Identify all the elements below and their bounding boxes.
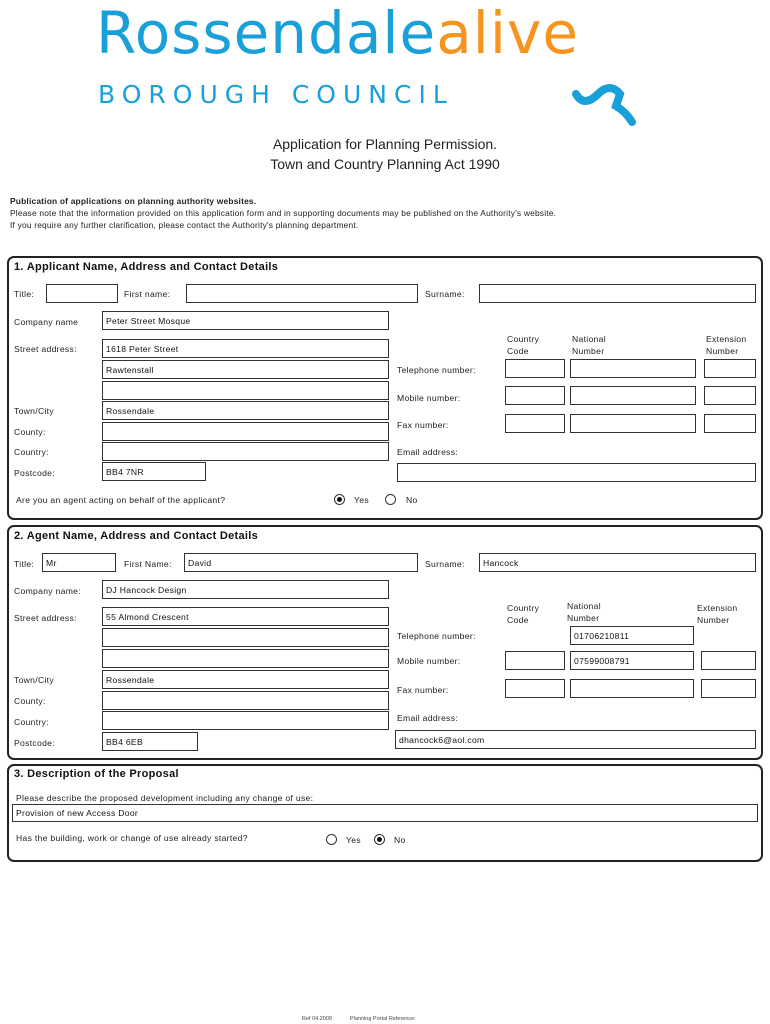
agent-title-field[interactable]: Mr bbox=[42, 553, 116, 572]
applicant-street-field-2[interactable]: Rawtenstall bbox=[102, 360, 389, 379]
applicant-fax-label: Fax number: bbox=[397, 420, 449, 430]
agent-question: Are you an agent acting on behalf of the applicant? bbox=[16, 495, 226, 505]
agent-extension-header-2: Number bbox=[697, 615, 730, 625]
agent-fax-country-code[interactable] bbox=[505, 679, 565, 698]
logo-text-rossendale: Rossendale bbox=[96, 0, 437, 67]
agent-national-header: National bbox=[567, 601, 601, 611]
section-2-title: 2. Agent Name, Address and Contact Details bbox=[14, 530, 259, 542]
agent-town-label: Town/City bbox=[14, 675, 54, 685]
council-logo bbox=[96, 0, 579, 67]
applicant-town-label: Town/City bbox=[14, 406, 54, 416]
agent-telephone-label: Telephone number: bbox=[397, 631, 476, 641]
agent-first-name-field[interactable]: David bbox=[184, 553, 418, 572]
applicant-email-label: Email address: bbox=[397, 447, 459, 457]
logo-swoosh-icon bbox=[570, 72, 640, 127]
applicant-country-field[interactable] bbox=[102, 442, 389, 461]
agent-telephone-number[interactable]: 01706210811 bbox=[570, 626, 694, 645]
applicant-country-code-header-2: Code bbox=[507, 346, 529, 356]
applicant-first-name-field[interactable] bbox=[186, 284, 418, 303]
agent-postcode-field[interactable]: BB4 6EB bbox=[102, 732, 198, 751]
applicant-country-code-header: Country bbox=[507, 334, 540, 344]
started-no-label: No bbox=[394, 835, 406, 845]
agent-company-label: Company name: bbox=[14, 586, 81, 596]
applicant-fax-country-code[interactable] bbox=[505, 414, 565, 433]
agent-email-field[interactable]: dhancock6@aol.com bbox=[395, 730, 756, 749]
agent-county-label: County: bbox=[14, 696, 46, 706]
applicant-national-header-2: Number bbox=[572, 346, 605, 356]
started-question: Has the building, work or change of use already started? bbox=[16, 833, 248, 843]
applicant-mobile-label: Mobile number: bbox=[397, 393, 461, 403]
section-3-title: 3. Description of the Proposal bbox=[14, 768, 179, 780]
agent-country-label: Country: bbox=[14, 717, 49, 727]
applicant-postcode-label: Postcode: bbox=[14, 468, 55, 478]
agent-county-field[interactable] bbox=[102, 691, 389, 710]
applicant-street-field-1[interactable]: 1618 Peter Street bbox=[102, 339, 389, 358]
footer-portal-reference: Planning Portal Reference: bbox=[350, 1016, 416, 1022]
applicant-extension-header: Extension bbox=[706, 334, 747, 344]
applicant-town-field[interactable]: Rossendale bbox=[102, 401, 389, 420]
applicant-mobile-extension[interactable] bbox=[704, 386, 756, 405]
applicant-mobile-country-code[interactable] bbox=[505, 386, 565, 405]
applicant-title-label: Title: bbox=[14, 289, 35, 299]
applicant-national-header: National bbox=[572, 334, 606, 344]
applicant-telephone-country-code[interactable] bbox=[505, 359, 565, 378]
applicant-telephone-label: Telephone number: bbox=[397, 365, 476, 375]
agent-country-code-header: Country bbox=[507, 603, 540, 613]
applicant-street-field-3[interactable] bbox=[102, 381, 389, 400]
agent-country-code-header-2: Code bbox=[507, 615, 529, 625]
agent-fax-label: Fax number: bbox=[397, 685, 449, 695]
proposal-description-field[interactable]: Provision of new Access Door bbox=[12, 804, 758, 822]
agent-email-label: Email address: bbox=[397, 713, 459, 723]
applicant-mobile-number[interactable] bbox=[570, 386, 696, 405]
agent-street-field-2[interactable] bbox=[102, 628, 389, 647]
applicant-extension-header-2: Number bbox=[706, 346, 739, 356]
started-yes-radio[interactable] bbox=[326, 834, 337, 845]
agent-no-radio[interactable] bbox=[385, 494, 396, 505]
applicant-street-label: Street address: bbox=[14, 344, 77, 354]
applicant-county-field[interactable] bbox=[102, 422, 389, 441]
notice-line-2: If you require any further clarification, please contact the Authority's planning department. bbox=[10, 220, 359, 230]
agent-street-label: Street address: bbox=[14, 613, 77, 623]
agent-fax-extension[interactable] bbox=[701, 679, 756, 698]
agent-fax-number[interactable] bbox=[570, 679, 694, 698]
agent-extension-header: Extension bbox=[697, 603, 738, 613]
applicant-email-field[interactable] bbox=[397, 463, 756, 482]
section-1-title: 1. Applicant Name, Address and Contact Details bbox=[14, 261, 279, 273]
agent-surname-field[interactable]: Hancock bbox=[479, 553, 756, 572]
agent-no-label: No bbox=[406, 495, 418, 505]
applicant-fax-extension[interactable] bbox=[704, 414, 756, 433]
agent-mobile-extension[interactable] bbox=[701, 651, 756, 670]
proposal-prompt: Please describe the proposed development including any change of use: bbox=[16, 793, 314, 803]
notice-line-1: Please note that the information provided on this application form and in supporting documents may be published on the Authority's website. bbox=[10, 208, 557, 218]
agent-title-label: Title: bbox=[14, 559, 35, 569]
agent-street-field-1[interactable]: 55 Almond Crescent bbox=[102, 607, 389, 626]
agent-mobile-label: Mobile number: bbox=[397, 656, 461, 666]
agent-first-name-label: First Name: bbox=[124, 559, 172, 569]
agent-street-field-3[interactable] bbox=[102, 649, 389, 668]
logo-subtitle: BOROUGH COUNCIL bbox=[98, 80, 454, 109]
agent-company-field[interactable]: DJ Hancock Design bbox=[102, 580, 389, 599]
started-yes-label: Yes bbox=[346, 835, 361, 845]
started-no-radio[interactable] bbox=[374, 834, 385, 845]
footer-ref: Ref 04.2009 bbox=[302, 1016, 332, 1022]
form-subtitle: Town and Country Planning Act 1990 bbox=[270, 156, 500, 172]
applicant-fax-number[interactable] bbox=[570, 414, 696, 433]
applicant-company-label: Company name bbox=[14, 317, 79, 327]
agent-postcode-label: Postcode: bbox=[14, 738, 55, 748]
agent-town-field[interactable]: Rossendale bbox=[102, 670, 389, 689]
agent-surname-label: Surname: bbox=[425, 559, 465, 569]
applicant-company-field[interactable]: Peter Street Mosque bbox=[102, 311, 389, 330]
agent-yes-radio[interactable] bbox=[334, 494, 345, 505]
agent-mobile-number[interactable]: 07599008791 bbox=[570, 651, 694, 670]
applicant-surname-label: Surname: bbox=[425, 289, 465, 299]
form-title: Application for Planning Permission. bbox=[272, 136, 498, 152]
agent-yes-label: Yes bbox=[354, 495, 369, 505]
applicant-surname-field[interactable] bbox=[479, 284, 756, 303]
applicant-country-label: Country: bbox=[14, 447, 49, 457]
agent-national-header-2: Number bbox=[567, 613, 600, 623]
applicant-county-label: County: bbox=[14, 427, 46, 437]
logo-text-alive: alive bbox=[436, 0, 579, 67]
applicant-telephone-extension[interactable] bbox=[704, 359, 756, 378]
agent-country-field[interactable] bbox=[102, 711, 389, 730]
applicant-postcode-field[interactable]: BB4 7NR bbox=[102, 462, 206, 481]
agent-mobile-country-code[interactable] bbox=[505, 651, 565, 670]
applicant-telephone-number[interactable] bbox=[570, 359, 696, 378]
notice-title: Publication of applications on planning authority websites. bbox=[10, 196, 257, 206]
applicant-title-field[interactable] bbox=[46, 284, 118, 303]
applicant-first-name-label: First name: bbox=[124, 289, 171, 299]
